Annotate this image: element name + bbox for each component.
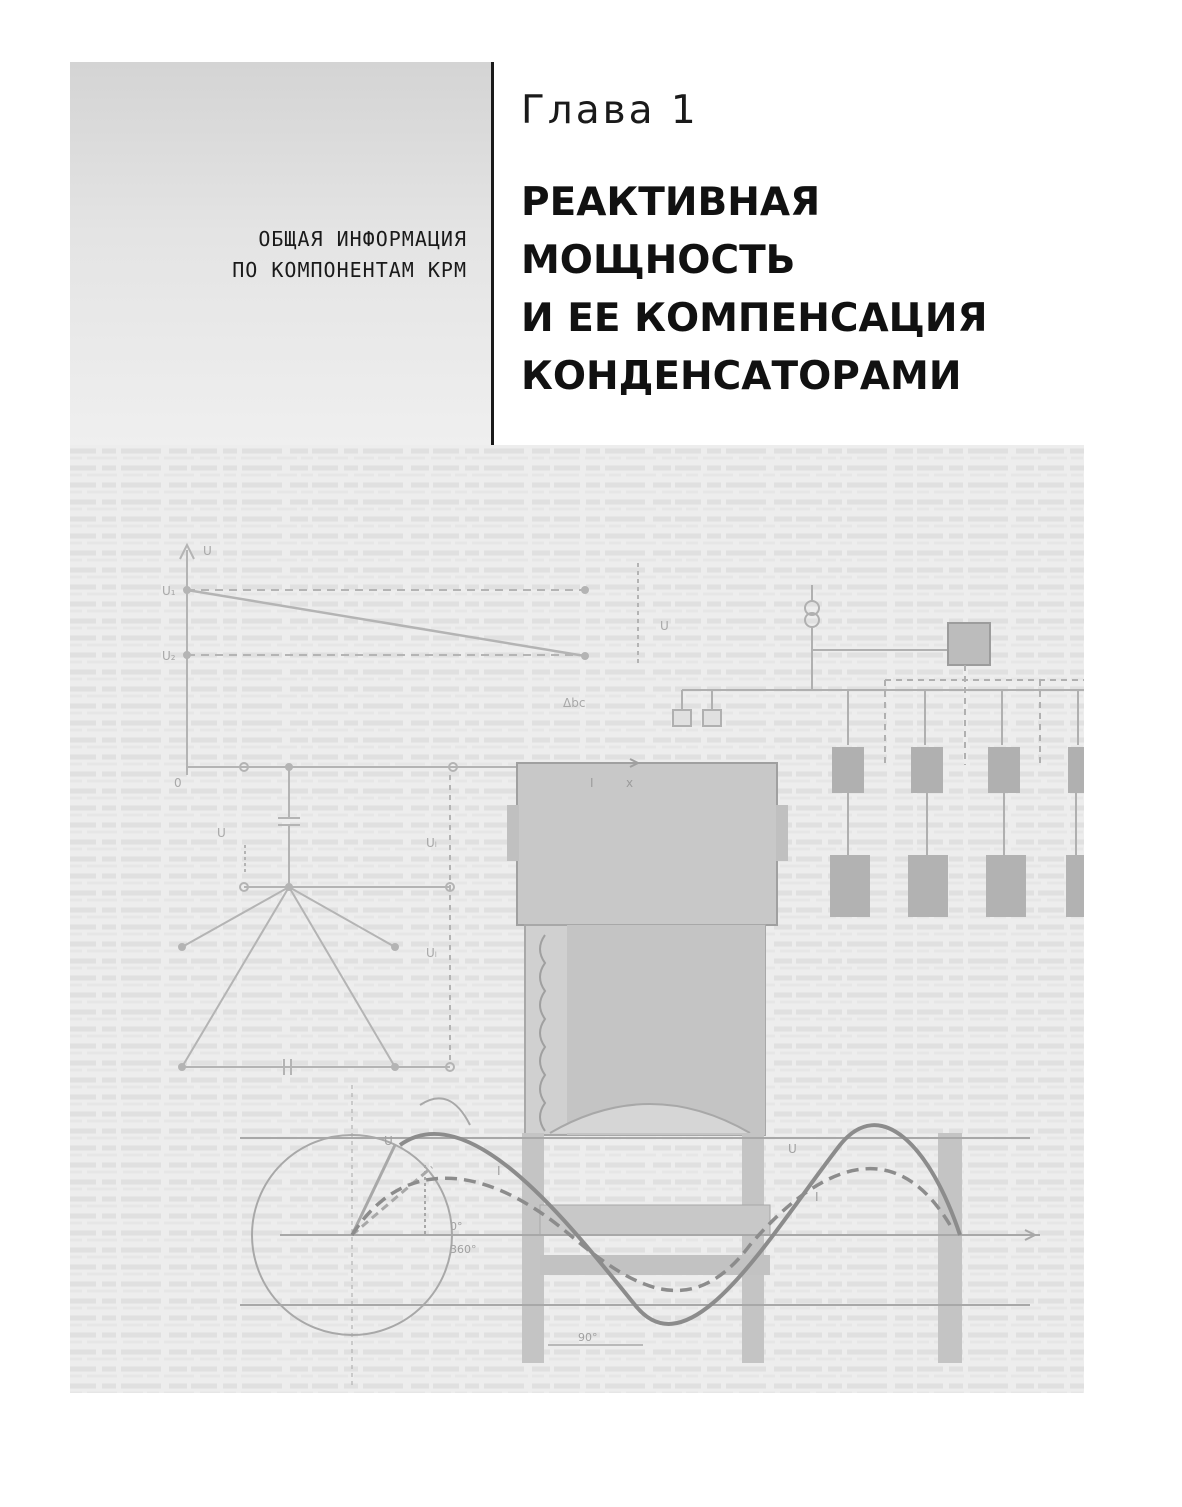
chapter-title-line-4: КОНДЕНСАТОРАМИ (521, 354, 962, 399)
label-cap-voltage: U (217, 826, 226, 840)
label-u-right: U (660, 619, 669, 633)
label-u1: U₁ (162, 584, 176, 598)
label-u-axis: U (203, 544, 212, 558)
label-wave-u: U (788, 1142, 797, 1156)
chapter-label: Глава 1 (521, 88, 699, 133)
label-current: I (590, 776, 594, 790)
chapter-title-line-1: РЕАКТИВНАЯ (521, 180, 821, 225)
header-panel (70, 62, 493, 445)
chapter-title (521, 174, 1161, 406)
label-distance: Δbc (563, 696, 586, 710)
vertical-divider (491, 62, 494, 445)
technical-illustration (70, 445, 1084, 1393)
label-origin: 0 (174, 776, 182, 790)
label-angle-360: 360° (450, 1243, 477, 1256)
section-label-line-2: ПО КОМПОНЕНТАМ КРМ (232, 258, 467, 282)
label-phasor-u: U (384, 1134, 393, 1148)
label-ul-1: Uₗ (426, 836, 437, 850)
chapter-title-line-3: И ЕЕ КОМПЕНСАЦИЯ (521, 296, 988, 341)
label-ul-2: Uₗ (426, 946, 437, 960)
illustration-svg (70, 445, 1084, 1393)
chapter-title-line-2: МОЩНОСТЬ (521, 238, 796, 283)
label-u2: U₂ (162, 649, 176, 663)
section-label-line-1: ОБЩАЯ ИНФОРМАЦИЯ (258, 227, 467, 251)
section-label (232, 224, 467, 286)
label-x-axis: x (626, 776, 634, 790)
label-angle-0: 0° (450, 1220, 463, 1233)
label-phasor-i: I (497, 1164, 501, 1178)
label-wave-i: I (815, 1190, 819, 1204)
label-angle-90: 90° (578, 1331, 598, 1344)
